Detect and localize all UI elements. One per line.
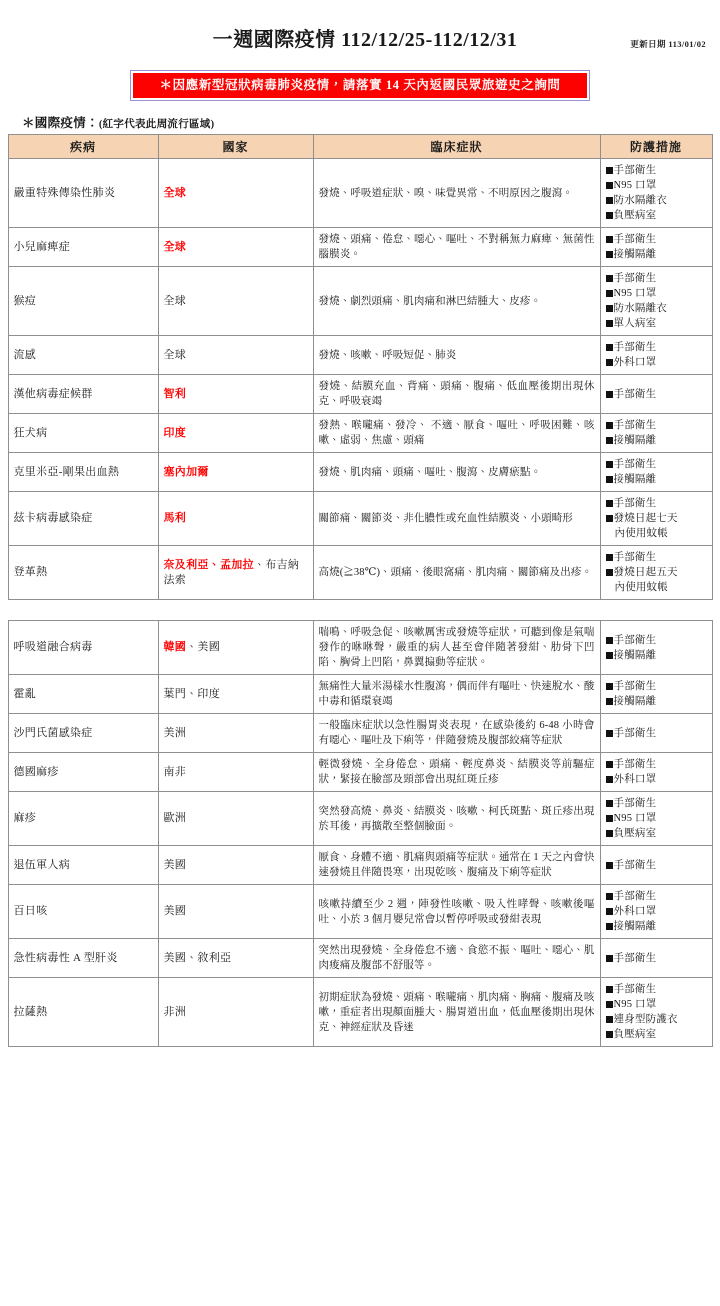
cell-country [158, 492, 313, 546]
cell-country [158, 714, 313, 753]
cell-disease: 百日咳 [8, 885, 158, 939]
measure-item [606, 340, 707, 355]
cell-disease: 登革熱 [8, 546, 158, 600]
country-name: 美洲 [163, 726, 187, 739]
cell-country [158, 939, 313, 978]
cell-symptom: 突然發高燒、鼻炎、結膜炎、咳嗽、柯氏斑點、斑丘疹出現於耳後，再擴散至整個臉面。 [313, 792, 600, 846]
bullet-square-icon [606, 637, 613, 644]
cell-disease: 呼吸道融合病毒 [8, 621, 158, 675]
measure-item [606, 286, 707, 301]
measure-item [606, 355, 707, 370]
cell-measure [600, 336, 712, 375]
measure-item [606, 433, 707, 448]
measure-label: 發燒日起七天 [613, 513, 678, 524]
bullet-square-icon [606, 776, 613, 783]
measure-label: 手部衛生 [613, 234, 657, 245]
cell-disease: 狂犬病 [8, 414, 158, 453]
country-name: 歐洲 [163, 812, 187, 824]
cell-disease: 霍亂 [8, 675, 158, 714]
measure-label: 手部衛生 [613, 727, 657, 739]
bullet-square-icon [606, 862, 613, 869]
measure-item [606, 726, 707, 741]
column-header-country: 國家 [158, 135, 313, 159]
measure-label: 防水隔離衣 [613, 195, 667, 206]
country-name-outbreak: 塞內加爾 [163, 465, 209, 478]
bullet-square-icon [606, 683, 613, 690]
cell-symptom: 發燒、結膜充血、背痛、頭痛、腹痛、低血壓後期出現休克、呼吸衰竭 [313, 375, 600, 414]
measure-item [606, 679, 707, 694]
measure-label: 接觸隔離 [613, 249, 657, 260]
bullet-square-icon [606, 761, 613, 768]
country-name-outbreak: 韓國 [163, 641, 187, 653]
bullet-square-icon [606, 212, 613, 219]
measure-label: 手部衛生 [613, 759, 657, 770]
country-name-outbreak: 智利 [163, 387, 187, 400]
bullet-square-icon [606, 1016, 613, 1023]
table-row [8, 753, 712, 792]
table-row [8, 159, 712, 228]
measure-item [606, 904, 707, 919]
cell-symptom: 發燒、頭痛、倦怠、噁心、嘔吐、不對稱無力麻痺、無菌性腦膜炎。 [313, 228, 600, 267]
bullet-square-icon [606, 815, 613, 822]
cell-measure [600, 939, 712, 978]
bullet-square-icon [606, 500, 613, 507]
measure-label: 發燒日起五天 [613, 567, 678, 578]
document-header [0, 26, 720, 66]
cell-measure [600, 267, 712, 336]
measure-label: 外科口罩 [613, 906, 657, 917]
measure-item [606, 550, 707, 565]
measure-item [606, 565, 707, 580]
country-name: 、布吉納法索 [163, 558, 300, 586]
measure-item [606, 633, 707, 648]
cell-country [158, 375, 313, 414]
measure-item [606, 301, 707, 316]
cell-symptom: 關節痛、關節炎、非化膿性或充血性結膜炎、小頭畸形 [313, 492, 600, 546]
table-row [8, 453, 712, 492]
table-row [8, 546, 712, 600]
cell-symptom: 高燒(≧38℃)、頭痛、後眼窩痛、肌肉痛、關節痛及出疹。 [313, 546, 600, 600]
measure-label: 手部衛生 [613, 634, 657, 646]
bullet-square-icon [606, 197, 613, 204]
measure-label: 負壓病室 [613, 828, 657, 839]
cell-symptom: 一般臨床症狀以急性腸胃炎表現，在感染後約 6-48 小時會有噁心、嘔吐及下痢等，伴隨發燒及腹部絞痛等症狀 [313, 714, 600, 753]
bullet-square-icon [606, 830, 613, 837]
page-title: 一週國際疫情 112/12/25-112/12/31 [212, 29, 518, 51]
measure-item [606, 694, 707, 709]
measure-label: 手部衛生 [613, 952, 657, 964]
update-date: 更新日期 113/01/02 [630, 39, 706, 49]
cell-symptom: 發燒、劇烈頭痛、肌肉痛和淋巴結腫大、皮疹。 [313, 267, 600, 336]
table-row [8, 714, 712, 753]
bullet-square-icon [606, 800, 613, 807]
cell-country [158, 336, 313, 375]
measure-label: 接觸隔離 [613, 435, 657, 446]
table-row [8, 885, 712, 939]
measure-label: 單人病室 [613, 318, 657, 329]
bullet-square-icon [606, 251, 613, 258]
cell-country [158, 267, 313, 336]
country-name: 、美國 [186, 641, 221, 653]
table-header-row [8, 135, 712, 159]
measure-label: 手部衛生 [613, 273, 657, 284]
table-two-body [8, 621, 712, 1047]
measure-item [606, 387, 707, 402]
measure-item [606, 193, 707, 208]
measure-label: 手部衛生 [613, 798, 657, 809]
section-caption-main: ＊國際疫情： [22, 116, 99, 130]
bullet-square-icon [606, 275, 613, 282]
country-name: 全球 [163, 348, 187, 361]
bullet-square-icon [606, 461, 613, 468]
cell-symptom: 厭食、身體不適、肌痛與頭痛等症狀。通常在 1 天之內會快速發燒且伴隨畏寒，出現乾咳、腹痛及下痢等症狀 [313, 846, 600, 885]
measure-label: 手部衛生 [613, 165, 657, 176]
cell-disease: 德國麻疹 [8, 753, 158, 792]
bullet-square-icon [606, 955, 613, 962]
table-row [8, 267, 712, 336]
cell-symptom: 發燒、呼吸道症狀、嗅、味覺異常、不明原因之腹瀉。 [313, 159, 600, 228]
measure-label: 接觸隔離 [613, 696, 657, 707]
measure-label: 接觸隔離 [613, 921, 657, 932]
measure-item [606, 232, 707, 247]
cell-measure [600, 228, 712, 267]
measure-label: 接觸隔離 [613, 649, 657, 661]
table-one-body [8, 159, 712, 600]
table-row [8, 792, 712, 846]
country-name-outbreak: 全球 [163, 240, 187, 253]
cell-disease: 克里米亞-剛果出血熱 [8, 453, 158, 492]
measure-label: 手部衛生 [613, 420, 657, 431]
epidemic-table-two [8, 620, 713, 1047]
measure-item [606, 982, 707, 997]
measure-label: N95 口罩 [613, 813, 657, 824]
covid-alert-banner: ＊因應新型冠狀病毒肺炎疫情，請落實 14 天內返國民眾旅遊史之詢問 [133, 73, 587, 98]
table-row [8, 492, 712, 546]
country-name: 南非 [163, 765, 187, 778]
table-row [8, 846, 712, 885]
measure-item [606, 951, 707, 966]
measure-item [606, 247, 707, 262]
measure-item [606, 648, 707, 663]
cell-measure [600, 492, 712, 546]
measure-item [606, 472, 707, 487]
country-name-outbreak: 馬利 [163, 512, 187, 524]
cell-country [158, 792, 313, 846]
cell-disease: 麻疹 [8, 792, 158, 846]
country-name-outbreak: 全球 [163, 186, 187, 199]
cell-disease: 拉薩熱 [8, 978, 158, 1047]
cell-measure [600, 375, 712, 414]
cell-measure [600, 546, 712, 600]
cell-measure [600, 675, 712, 714]
cell-measure [600, 453, 712, 492]
country-name: 美國、敘利亞 [163, 951, 232, 964]
measure-item [606, 418, 707, 433]
bullet-square-icon [606, 652, 613, 659]
bullet-square-icon [606, 986, 613, 993]
country-name: 全球 [163, 294, 187, 307]
cell-measure [600, 792, 712, 846]
bullet-square-icon [606, 320, 613, 327]
cell-measure [600, 414, 712, 453]
measure-label: N95 口罩 [613, 288, 657, 299]
measure-label: 手部衛生 [613, 388, 657, 400]
measure-label: 手部衛生 [613, 984, 657, 995]
cell-disease: 茲卡病毒感染症 [8, 492, 158, 546]
table-row [8, 375, 712, 414]
document-page [0, 26, 720, 1306]
country-name-outbreak: 奈及利亞、孟加拉 [163, 558, 254, 571]
cell-measure [600, 159, 712, 228]
measure-label: 防水隔離衣 [613, 303, 667, 314]
section-caption [22, 113, 720, 131]
bullet-square-icon [606, 182, 613, 189]
cell-measure [600, 753, 712, 792]
cell-disease: 流感 [8, 336, 158, 375]
measure-label: 手部衛生 [613, 891, 657, 902]
measure-label: 手部衛生 [613, 552, 657, 563]
cell-measure [600, 621, 712, 675]
measure-label: 負壓病室 [613, 210, 657, 221]
measure-item [606, 772, 707, 787]
country-name: 美國 [163, 858, 187, 871]
measure-label: 外科口罩 [613, 357, 657, 368]
bullet-square-icon [606, 476, 613, 483]
table-row [8, 621, 712, 675]
measure-label: N95 口罩 [613, 999, 657, 1010]
cell-country [158, 228, 313, 267]
country-name-outbreak: 印度 [163, 426, 187, 439]
cell-country [158, 453, 313, 492]
cell-country [158, 885, 313, 939]
measure-item [606, 580, 707, 595]
measure-item [606, 208, 707, 223]
cell-disease: 小兒麻痺症 [8, 228, 158, 267]
measure-item [606, 1027, 707, 1042]
table-row [8, 414, 712, 453]
cell-country [158, 621, 313, 675]
bullet-square-icon [606, 893, 613, 900]
measure-label: 手部衛生 [613, 859, 657, 871]
cell-symptom: 咳嗽持續至少 2 週，陣發性咳嗽、吸入性哮聲、咳嗽後嘔吐、小於 3 個月嬰兒常會以暫停呼吸或發紺表現 [313, 885, 600, 939]
bullet-square-icon [606, 344, 613, 351]
measure-item [606, 496, 707, 511]
epidemic-table-one [8, 134, 713, 600]
measure-item [606, 316, 707, 331]
cell-disease: 猴痘 [8, 267, 158, 336]
measure-item [606, 997, 707, 1012]
bullet-square-icon [606, 391, 613, 398]
table-row [8, 978, 712, 1047]
cell-measure [600, 978, 712, 1047]
measure-label: 手部衛生 [613, 342, 657, 353]
bullet-square-icon [606, 167, 613, 174]
measure-item [606, 796, 707, 811]
bullet-square-icon [606, 554, 613, 561]
cell-country [158, 159, 313, 228]
cell-disease: 嚴重特殊傳染性肺炎 [8, 159, 158, 228]
measure-label: 手部衛生 [613, 459, 657, 470]
measure-label: 負壓病室 [613, 1029, 657, 1040]
cell-symptom: 發熱、喉嚨痛、發冷、 不適、厭食、嘔吐、呼吸困難、咳嗽、虛弱、焦慮、頭痛 [313, 414, 600, 453]
measure-label: 外科口罩 [613, 774, 657, 785]
bullet-square-icon [606, 305, 613, 312]
measure-item [606, 889, 707, 904]
bullet-square-icon [606, 437, 613, 444]
measure-item [606, 178, 707, 193]
alert-banner-frame [130, 70, 590, 101]
bullet-square-icon [606, 422, 613, 429]
measure-item [606, 457, 707, 472]
measure-item [606, 826, 707, 841]
cell-country [158, 414, 313, 453]
table-row [8, 336, 712, 375]
table-row [8, 939, 712, 978]
cell-symptom: 發燒、肌肉痛、頭痛、嘔吐、腹瀉、皮膚瘀點。 [313, 453, 600, 492]
measure-item [606, 511, 707, 526]
column-header-symptom: 臨床症狀 [313, 135, 600, 159]
cell-disease: 沙門氏菌感染症 [8, 714, 158, 753]
bullet-square-icon [606, 698, 613, 705]
measure-item [606, 526, 707, 541]
cell-symptom: 無痛性大量米湯樣水性腹瀉，偶而伴有嘔吐、快速脫水、酸中毒和循環衰竭 [313, 675, 600, 714]
cell-country [158, 546, 313, 600]
measure-item [606, 1012, 707, 1027]
measure-item [606, 163, 707, 178]
country-name: 美國 [163, 905, 187, 917]
cell-country [158, 753, 313, 792]
cell-disease: 漢他病毒症候群 [8, 375, 158, 414]
cell-country [158, 675, 313, 714]
cell-country [158, 846, 313, 885]
measure-label: 接觸隔離 [613, 474, 657, 485]
bullet-square-icon [606, 359, 613, 366]
measure-label: 內使用蚊帳 [614, 528, 668, 539]
column-header-measure: 防護措施 [600, 135, 712, 159]
cell-symptom: 喘鳴、呼吸急促、咳嗽厲害或發燒等症狀，可聽到像是氣喘發作的咻咻聲，嚴重的病人甚至會伴隨著發紺、肋骨下凹陷、胸骨上凹陷，鼻翼搧動等症狀。 [313, 621, 600, 675]
measure-item [606, 271, 707, 286]
bullet-square-icon [606, 730, 613, 737]
bullet-square-icon [606, 236, 613, 243]
cell-country [158, 978, 313, 1047]
cell-disease: 退伍軍人病 [8, 846, 158, 885]
measure-item [606, 919, 707, 934]
cell-symptom: 突然出現發燒、全身倦怠不適、食慾不振、嘔吐、噁心、肌肉痠痛及腹部不舒服等。 [313, 939, 600, 978]
measure-label: 手部衛生 [613, 498, 657, 509]
measure-item [606, 858, 707, 873]
measure-label: 手部衛生 [613, 681, 657, 692]
measure-label: 內使用蚊帳 [614, 582, 668, 593]
bullet-square-icon [606, 290, 613, 297]
cell-symptom: 發燒、咳嗽、呼吸短促、肺炎 [313, 336, 600, 375]
cell-disease: 急性病毒性 A 型肝炎 [8, 939, 158, 978]
measure-item [606, 811, 707, 826]
cell-symptom: 輕微發燒、全身倦怠、頭痛、輕度鼻炎、結膜炎等前驅症狀，緊接在臉部及頸部會出現紅斑丘疹 [313, 753, 600, 792]
cell-measure [600, 885, 712, 939]
bullet-square-icon [606, 1001, 613, 1008]
section-caption-sub: (紅字代表此周流行區域) [98, 119, 215, 130]
bullet-square-icon [606, 908, 613, 915]
table-row [8, 228, 712, 267]
country-name: 葉門、印度 [163, 687, 220, 700]
measure-label: 連身型防護衣 [613, 1014, 678, 1025]
bullet-square-icon [606, 1031, 613, 1038]
measure-item [606, 757, 707, 772]
cell-symptom: 初期症狀為發燒、頭痛、喉嚨痛、肌肉痛、胸痛、腹痛及咳嗽，重症者出現顏面腫大、腸胃道出血，低血壓後期出現休克、神經症狀及昏迷 [313, 978, 600, 1047]
bullet-square-icon [606, 569, 613, 576]
bullet-square-icon [606, 923, 613, 930]
cell-measure [600, 846, 712, 885]
cell-measure [600, 714, 712, 753]
bullet-square-icon [606, 515, 613, 522]
measure-label: N95 口罩 [613, 180, 657, 191]
column-header-disease: 疾病 [8, 135, 158, 159]
country-name: 非洲 [163, 1005, 187, 1018]
table-row [8, 675, 712, 714]
